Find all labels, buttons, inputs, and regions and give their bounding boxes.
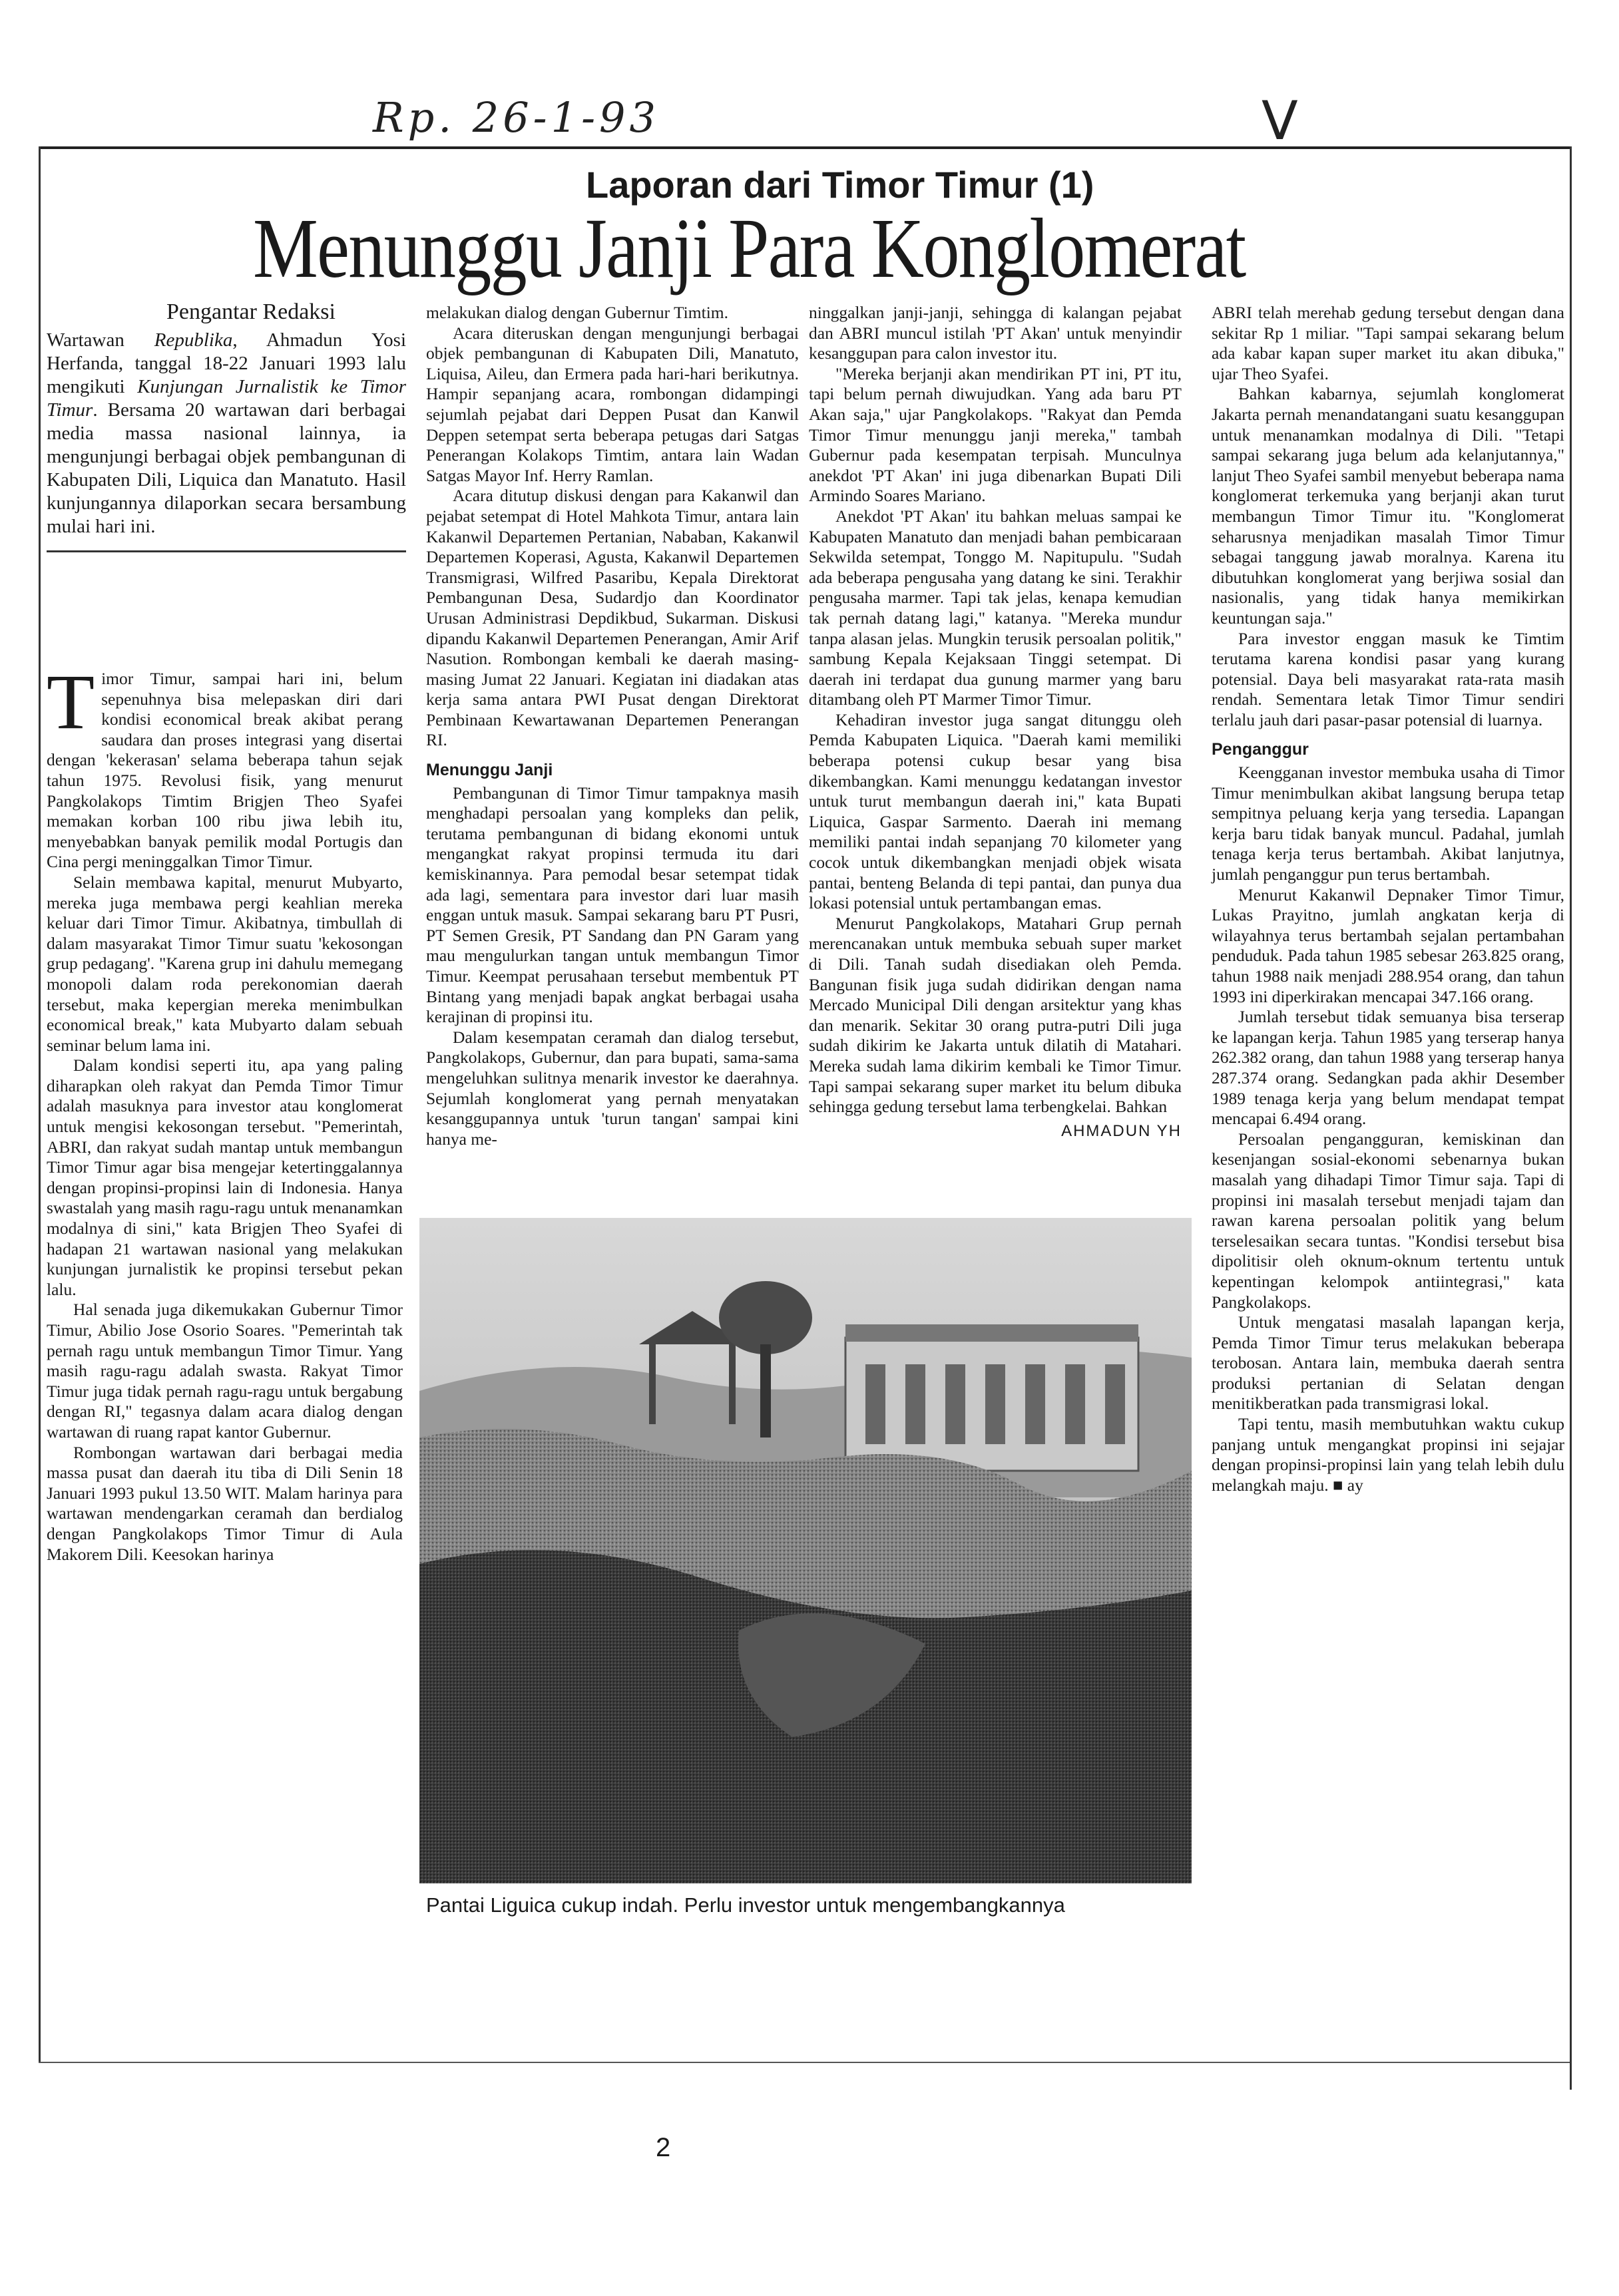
beach-photo-image [419, 1218, 1192, 1883]
frame-left-rule [39, 146, 41, 2063]
paragraph: Acara diteruskan dengan mengunjungi berbagai objek pembangunan di Kabupaten Dili, Manatuto, Liquisa, Aileu, dan Ermera pada hari-hari berikutnya. Hampir sepanjang acara, rombongan didampingi sejumlah pejabat dari Deppen Pusat dan Kanwil Deppen setempat serta beberapa petugas dari Satgas Penerangan Kolakops Timtim, antara lain Wadan Satgas Mayor Inf. Herry Ramlan. [426, 323, 799, 485]
paragraph: Selain membawa kapital, menurut Mubyarto, mereka juga membawa pergi keahlian mereka keluar dari Timor Timur. Akibatnya, timbullah di dalam masyarakat Timor Timur suatu 'kekosongan grup pedagang'. "Karena grup ini dahulu memegang monopoli dalam roda perekonomian daerah tersebut, maka kepergian mereka menimbulkan economical break," kata Mubyarto dalam sebuah seminar belum lama ini. [47, 872, 403, 1055]
paragraph: Kehadiran investor juga sangat ditunggu oleh Pemda Kabupaten Liquica. "Daerah kami memiliki beberapa potensi cukup besar yang bisa dikembangkan. Kami menunggu kedatangan investor untuk turut membangun daerah ini," kata Bupati Liquica, Gaspar Sarmento. Daerah ini memang memiliki pantai indah sepanjang 70 kilometer yang cocok untuk dikembangkan menjadi objek wisata pantai, benteng Belanda di tepi pantai, dan punya dua lokasi potensial untuk pertambangan emas. [809, 709, 1182, 913]
paragraph: Menurut Kakanwil Depnaker Timor Timur, Lukas Prayitno, jumlah angkatan kerja di wilayahnya terus bertambah sejalan pertambahan penduduk. Pada tahun 1985 sebesar 263.825 orang, tahun 1988 naik menjadi 288.954 orang, dan tahun 1993 ini diperkirakan mencapai 347.166 orang. [1212, 884, 1564, 1006]
paragraph: Menurut Pangkolakops, Matahari Grup pernah merencanakan untuk membuka sebuah super market di Dili. Tanah sudah disediakan oleh Pemda. Bangunan fisik juga sudah didirikan dengan nama Mercado Municipal Dili dengan arsitektur yang khas dan menarik. Sekitar 30 orang putra-putri Dili juga sudah dikirim ke Jakarta untuk dilatih di Matahari. Mereka sudah lama dikirim kembali ke Timor Timur. Tapi sampai sekarang super market itu belum dibuka sehingga gedung tersebut lama terbengkelai. Bahkan [809, 913, 1182, 1117]
paragraph: melakukan dialog dengan Gubernur Timtim. [426, 303, 728, 322]
frame-right-rule [1570, 146, 1572, 2090]
editor-note-text: Wartawan Republika, Ahmadun Yosi Herfanda, tanggal 18-22 Januari 1993 lalu mengikuti Kunjungan Jurnalistik ke Timor Timur. Bersama 20 wartawan dari berbagai media massa nasional lainnya, ia mengunjungi berbagai objek pembangunan di Kabupaten Dili, Liquica dan Manatuto. Hasil kunjungannya dilaporkan secara bersambung mulai hari ini. [47, 329, 406, 537]
subheading-penganggur: Penganggur [1212, 740, 1309, 759]
paragraph: Keengganan investor membuka usaha di Timor Timur menimbulkan akibat langsung berupa tetap sempitnya peluang kerja yang tersedia. Lapangan kerja baru tidak banyak muncul. Padahal, jumlah tenaga kerja terus bertambah. Akibat lanjutnya, jumlah penganggur pun terus bertambah. [1212, 763, 1564, 884]
bottom-rule [39, 2062, 1570, 2063]
paragraph: Para investor enggan masuk ke Timtim terutama karena kondisi pasar yang kurang potensial. Daya beli masyarakat rata-rata masih rendah. Sementara letak Timor Timur sendiri terlalu jauh dari pasar-pasar potensial di luarnya. [1212, 628, 1564, 729]
editor-note-title: Pengantar Redaksi [166, 299, 336, 324]
headline: Menunggu Janji Para Konglomerat [253, 201, 1246, 295]
photo-caption: Pantai Liguica cukup indah. Perlu investor untuk mengembangkannya [426, 1893, 1065, 1917]
paragraph: Rombongan wartawan dari berbagai media massa pusat dan daerah itu tiba di Dili Senin 18 Januari 1993 pukul 13.50 WIT. Malam harinya para wartawan mendengarkan ceramah dan berdialog dengan Pangkolakops Timor Timur di Aula Makorem Dili. Keesokan harinya [47, 1442, 403, 1564]
paragraph: Timor Timur, sampai hari ini, belum sepenuhnya bisa melepaskan diri dari kondisi economical break akibat perang saudara dan proses integrasi yang disertai dengan 'kekerasan' selama beberapa tahun sejak tahun 1975. Revolusi fisik, yang menurut Pangkolakops Timtim Brigjen Theo Syafei memakan korban 100 ribu jiwa lebih itu, menyebabkan banyak pemilik modal Portugis dan Cina pergi meninggalkan Timor Timur. [47, 658, 403, 872]
subheading-menunggu-janji: Menunggu Janji [426, 761, 553, 780]
paragraph: Tapi tentu, masih membutuhkan waktu cukup panjang untuk mengangkat propinsi ini sejajar dengan propinsi-propinsi lain yang telah lebih dulu melangkah maju. ■ ay [1212, 1414, 1564, 1495]
frame-top-rule [39, 146, 1570, 149]
paragraph: "Mereka berjanji akan mendirikan PT ini, PT itu, tapi belum pernah diwujudkan. Yang ada baru PT Akan saja," ujar Pangkolakops. "Rakyat dan Pemda Timor Timur menunggu janji mereka," tambah Gubernur pada kesempatan terpisah. Munculnya anekdot 'PT Akan' ini juga dibenarkan Bupati Dili Armindo Soares Mariano. [809, 363, 1182, 506]
paragraph: Acara ditutup diskusi dengan para Kakanwil dan pejabat setempat di Hotel Mahkota Timur, antara lain Kakanwil Departemen Pertanian, Nababan, Kakanwil Departemen Koperasi, Agusta, Kakanwil Departemen Transmigrasi, Wilfred Pasaribu, Kepala Direktorat Pembangunan Desa, Sudardjo dan Koordinator Urusan Administrasi Depdikbud, Sukarman. Diskusi dipandu Kakanwil Departemen Penerangan, Amir Arif Nasution. Rombongan kembali ke daerah masing-masing Jumat 22 Januari. Kegiatan ini diadakan atas kerja sama antara PWI Pusat dengan Direktorat Pembinaan Kewartawanan Departemen Penerangan RI. [426, 486, 799, 750]
paragraph: Persoalan pengangguran, kemiskinan dan kesenjangan sosial-ekonomi sebenarnya bukan masalah yang dihadapi Timor Timur saja. Tapi di propinsi ini masalah tersebut menjadi tajam dan rawan karena persoalan politik yang belum terselesaikan secara tuntas. "Kondisi tersebut bisa dipolitisir oleh oknum-oknum tertentu untuk kepentingan kelompok antiintegrasi," kata Pangkolakops. [1212, 1129, 1564, 1312]
paragraph: Dalam kondisi seperti itu, apa yang paling diharapkan oleh rakyat dan Pemda Timor Timur adalah masuknya para investor atau konglomerat untuk mengisi kekosongan tersebut. "Pemerintah, ABRI, dan rakyat sudah mantap untuk membangun Timor Timur agar bisa mengejar ketertinggalannya dengan propinsi-propinsi lain di Indonesia. Hanya swastalah yang masih ragu-ragu untuk menanamkan modalnya di sini," kata Brigjen Theo Syafei di hadapan 21 wartawan nasional yang melakukan kunjungan jurnalistik ke propinsi tersebut pekan lalu. [47, 1055, 403, 1299]
article-column-2 [426, 303, 799, 1149]
article-column-3 [809, 303, 1182, 1141]
article-column-4 [1212, 303, 1564, 1495]
article-column-1 [47, 658, 403, 1565]
page-number: 2 [656, 2133, 671, 2162]
paragraph: Jumlah tersebut tidak semuanya bisa terserap ke lapangan kerja. Tahun 1985 yang terserap hanya 262.382 orang, dan tahun 1988 yang terserap hanya 287.374 orang. Sedangkan pada akhir Desember 1989 tenaga kerja yang belum mendapat tempat mencapai 6.494 orang. [1212, 1007, 1564, 1129]
check-mark: V [1262, 90, 1298, 152]
paragraph: Hal senada juga dikemukakan Gubernur Timor Timur, Abilio Jose Osorio Soares. "Pemerintah tak pernah ragu untuk membangun Timor Timur. Yang masih ragu-ragu adalah swasta. Rakyat Timor Timur juga tidak pernah ragu-ragu untuk bergabung dengan RI," tegasnya dalam acara dialog dengan wartawan di ruang rapat kantor Gubernur. [47, 1300, 403, 1441]
editor-note [47, 299, 406, 552]
paragraph: ninggalkan janji-janji, sehingga di kalangan pejabat dan ABRI muncul istilah 'PT Akan' untuk menyindir kesanggupan para calon investor itu. [809, 303, 1182, 363]
byline: AHMADUN YH [1061, 1121, 1182, 1140]
paragraph: Bahkan kabarnya, sejumlah konglomerat Jakarta pernah menandatangani suatu kesanggupan untuk menanamkan modalnya di Dili. "Tetapi sampai sekarang juga belum ada kelanjutannya," lanjut Theo Syafei sambil menyebut beberapa nama konglomerat terkemuka yang berjanji akan turut membangun Timor Timur itu. "Konglomerat seharusnya menjadikan masalah Timor Timur sebagai tanggung jawab moralnya. Karena itu dibutuhkan konglomerat yang berjiwa sosial dan nasionalis, yang tidak hanya memikirkan keuntungan saja." [1212, 384, 1564, 628]
kicker: Laporan dari Timor Timur (1) [586, 164, 1094, 206]
paragraph: Untuk mengatasi masalah lapangan kerja, Pemda Timor Timur terus melakukan beberapa terobosan. Antara lain, membuka daerah sentra produksi pertanian di Selatan dengan menitikberatkan pada transmigrasi lokal. [1212, 1312, 1564, 1414]
beach-photo [419, 1218, 1192, 1883]
handwritten-date-note: Rp. 26-1-93 [373, 93, 660, 142]
paragraph: Pembangunan di Timor Timur tampaknya masih menghadapi persoalan yang kompleks dan pelik, terutama pembangunan di bidang ekonomi untuk mengangkat rakyat propinsi termuda itu dari kemiskinannya. Para pemodal besar setempat tidak ada lagi, sementara para investor dari luar masih enggan untuk masuk. Sampai sekarang baru PT Pusri, PT Semen Gresik, PT Sandang dan PN Garam yang mau mengulurkan tangan untuk membangun Timor Timur. Keempat perusahaan tersebut membentuk PT Bintang yang menjadi bapak angkat berbagai usaha kerajinan di propinsi itu. [426, 783, 799, 1027]
paragraph: ABRI telah merehab gedung tersebut dengan dana sekitar Rp 1 miliar. "Tapi sampai sekarang belum ada kabar kapan super market itu akan dibuka," ujar Theo Syafei. [1212, 303, 1564, 383]
drop-cap: T [47, 658, 95, 745]
paragraph: Anekdot 'PT Akan' itu bahkan meluas sampai ke Kabupaten Manatuto dan menjadi bahan pembicaraan Sekwilda setempat, Tonggo M. Napitupulu. "Sudah ada beberapa pengusaha yang datang ke sini. Terakhir pengusaha marmer. Tapi tak jelas, kenapa kemudian tak pernah datang lagi," katanya. "Mereka mundur tanpa alasan jelas. Mungkin terusik persoalan politik," sambung Kepala Kejaksaan Tinggi setempat. Di daerah ini terdapat dua gunung marmer yang baru ditambang oleh PT Marmer Timor Timur. [809, 506, 1182, 709]
paragraph: Dalam kesempatan ceramah dan dialog tersebut, Pangkolakops, Gubernur, dan para bupati, sama-sama mengeluhkan sulitnya menarik investor ke daerahnya. Sejumlah konglomerat yang pernah menyatakan kesanggupannya untuk 'turun tangan' sampai kini hanya me- [426, 1027, 799, 1149]
